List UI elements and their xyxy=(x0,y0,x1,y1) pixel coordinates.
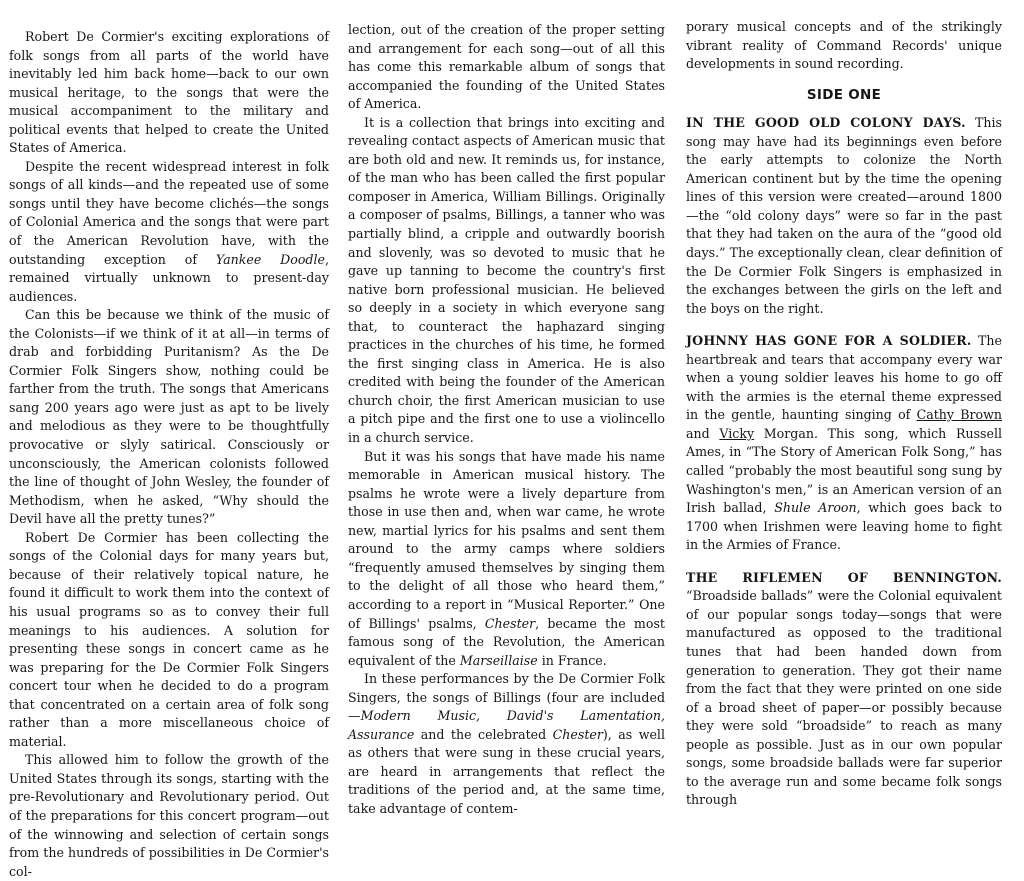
song-description: Morgan. This song, which Russell Ames, in “The Story of American Folk Song,” has called “probably the most beautiful song sung by Washington's men,” is an American version of an Irish ballad, xyxy=(686,425,1003,516)
song-title-italic: Chester xyxy=(484,615,536,631)
song-title: THE RIFLEMEN OF BENNINGTON. xyxy=(686,569,1002,585)
song-title-italic: Marseillaise xyxy=(459,652,538,668)
song-title-italic: Yankee Doodle xyxy=(215,251,325,267)
song-description: This song may have had its beginnings even before the early attempts to colonize the North American continent but by the time the opening lines of this version were created—around 1800—the “old colony days” were so far in the past that they had taken on the aura of the “good old days.” The exceptionally clean, clear definition of the De Cormier Folk Singers is emphasized in the exchanges between the girls on the left and the boys on the right. xyxy=(686,115,1002,316)
song-titles-italic: Modern Music, David's Lamentation, Assurance xyxy=(348,708,665,742)
song-description: , which goes back to 1700 when Irishmen were leaving home to fight in the Armies of France. xyxy=(686,500,1002,553)
paragraph xyxy=(348,670,665,818)
song-title: IN THE GOOD OLD COLONY DAYS. xyxy=(686,115,966,131)
song-description: and xyxy=(686,425,720,441)
paragraph: Can this be because we think of the music of the Colonists—if we think of it at all—in terms of drab and forbidding Puritanism? As the De Cormier Folk Singers show, nothing could be farther from the truth. The songs that Americans sang 200 years ago were just as apt to be lively and melodious as they were to be thoughtfully provocative or slyly satirical. Consciously or unconsciously, the American colonists followed the line of thought of John Wesley, the founder of Methodism, when he asked, “Why should the Devil have all the pretty tunes?” xyxy=(9,307,329,527)
text-column-left xyxy=(9,28,329,881)
song-title: JOHNNY HAS GONE FOR A SOLDIER. xyxy=(686,333,972,349)
paragraph: lection, out of the creation of the proper setting and arrangement for each song—out of all this has come this remarkable album of songs that accompanied the founding of the United States of America. xyxy=(348,22,665,112)
paragraph xyxy=(9,158,329,306)
paragraph xyxy=(348,448,665,671)
paragraph: This allowed him to follow the growth of the United States through its songs, starting with the pre-Revolutionary and Revolutionary period. Out of the preparations for this concert program—out of the winnowing and selection of certain songs from the hundreds of possibilities in De Cormier's col- xyxy=(9,752,329,879)
paragraph: Robert De Cormier has been collecting the songs of the Colonial days for many years but, because of their relatively topical nature, he found it difficult to work them into the context of his usual programs so as to convey their full meanings to his audiences. A solution for presenting these songs in concert came as he was preparing for the De Cormier Folk Singers concert tour when he decided to do a program that concentrated on a certain area of folk song rather than a more miscellaneous choice of material. xyxy=(9,529,329,749)
paragraph-text: But it was his songs that have made his name memorable in American musical history. The psalms he wrote were a lively departure from those in use then and, when war came, he wrote new, martial lyrics for his psalms and sent them around to the army camps where soldiers “frequently amused themselves by singing them to the delight of all those who heard them,” according to a report in “Musical Reporter.” One of Billings' psalms, xyxy=(348,448,665,631)
paragraph-text: in France. xyxy=(537,652,607,668)
song-entry xyxy=(686,114,1002,318)
paragraph: porary musical concepts and of the strikingly vibrant reality of Command Records' unique developments in sound recording. xyxy=(686,19,1002,72)
paragraph-text: Despite the recent widespread interest in folk songs of all kinds—and the repeated use of some songs until they have become clichés—the songs of Colonial America and the songs that were part of the American Revolution have, with the outstanding exception of xyxy=(9,158,329,267)
paragraph-text: , remained virtually unknown to present-day audiences. xyxy=(9,251,329,304)
song-title-italic: Chester xyxy=(552,726,603,742)
paragraph-text: ), as well as others that were sung in these crucial years, are heard in arrangements that reflect the traditions of the period and, at the same time, take advantage of contem- xyxy=(348,726,665,816)
song-entry xyxy=(686,569,1002,810)
singer-name-underlined: Vicky xyxy=(719,425,755,441)
song-title-italic: Shule Aroon xyxy=(774,500,857,516)
paragraph-text: , became the most famous song of the Revolution, the American equivalent of the xyxy=(348,615,665,668)
paragraph-text: In these performances by the De Cormier Folk Singers, the songs of Billings (four are included— xyxy=(348,671,665,724)
text-column-middle xyxy=(348,21,665,819)
singer-name-underlined: Cathy Brown xyxy=(916,407,1002,423)
paragraph: It is a collection that brings into exciting and revealing contact aspects of American music that are both old and new. It reminds us, for instance, of the man who has been called the first popular composer in America, William Billings. Originally a composer of psalms, Billings, a tanner who was partially blind, a cripple and outwardly boorish and slovenly, was so devoted to music that he gave up tanning to become the country's first native born professional musician. He believed so deeply in a society in which everyone sang that, to counteract the haphazard singing practices in the churches of his time, he formed the first singing class in America. He is also credited with being the founder of the American church choir, the first American musician to use a pitch pipe and the first one to use a violincello in a church service. xyxy=(348,114,665,446)
song-description: The heartbreak and tears that accompany every war when a young soldier leaves his home to go off with the armies is the eternal theme expressed in the gentle, haunting singing of xyxy=(686,333,1002,423)
paragraph: Robert De Cormier's exciting explorations of folk songs from all parts of the world have inevitably led him back home—back to our own musical heritage, to the songs that were the musical accompaniment to the military and political events that helped to create the United States of America. xyxy=(9,29,329,156)
text-column-right xyxy=(686,18,1002,810)
paragraph-text: and the celebrated xyxy=(414,726,553,742)
side-heading: SIDE ONE xyxy=(806,86,882,103)
song-description: “Broadside ballads” were the Colonial equivalent of our popular songs today—songs that were manufactured as opposed to the traditional tunes that had been handed down from generation to generation. They got their name from the fact that they were printed on one side of a broad sheet of paper—or possibly because they were sold “broadside” to reach as many people as possible. Just as in our own popular songs, some broadside ballads were far superior to the average run and some became folk songs through xyxy=(686,588,1002,808)
song-entry xyxy=(686,332,1002,555)
